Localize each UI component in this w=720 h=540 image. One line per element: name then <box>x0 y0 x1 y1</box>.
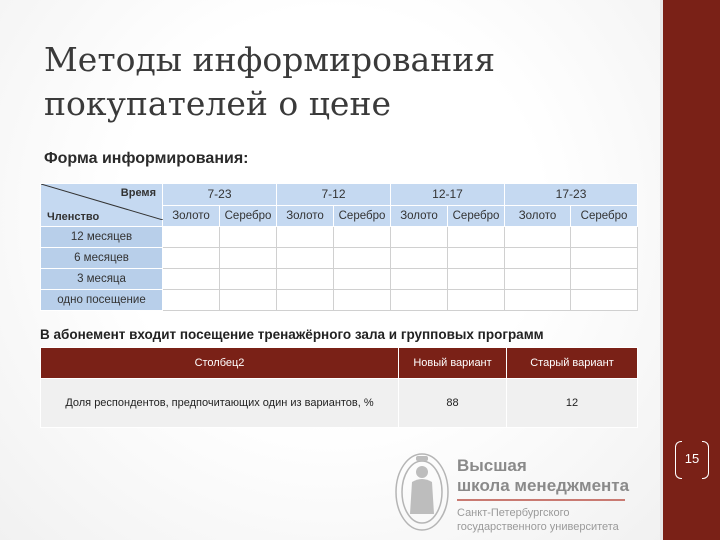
corner-label-membership: Членство <box>47 211 100 224</box>
price-cell <box>277 290 334 311</box>
price-cell <box>448 269 505 290</box>
price-cell <box>571 248 638 269</box>
tier-header: Серебро <box>220 205 277 227</box>
tier-header: Серебро <box>334 205 391 227</box>
tier-header: Золото <box>505 205 571 227</box>
survey-value-old: 12 <box>507 379 638 428</box>
period-header: 7-12 <box>277 184 391 206</box>
tier-header: Золото <box>163 205 220 227</box>
row-label: 6 месяцев <box>41 248 163 269</box>
price-cell <box>505 248 571 269</box>
logo-text-line3: Санкт-Петербургского <box>457 507 570 519</box>
table-row <box>41 248 638 269</box>
price-cell <box>163 227 220 248</box>
price-cell <box>334 290 391 311</box>
price-cell <box>505 290 571 311</box>
subscription-statement: В абонемент входит посещение тренажёрного зала и групповых программ <box>40 327 544 342</box>
tier-header: Серебро <box>448 205 505 227</box>
page-number: 15 <box>675 441 709 477</box>
survey-row-label: Доля респондентов, предпочитающих один из вариантов, % <box>41 379 399 428</box>
corner-label-time: Время <box>120 187 156 199</box>
survey-header: Столбец2 <box>41 348 399 379</box>
price-cell <box>391 227 448 248</box>
price-cell <box>334 269 391 290</box>
survey-header: Старый вариант <box>507 348 638 379</box>
survey-table <box>40 347 638 428</box>
price-cell <box>220 290 277 311</box>
logo-text-line2: школа менеджмента <box>457 476 630 495</box>
period-header: 7-23 <box>163 184 277 206</box>
tier-header: Золото <box>391 205 448 227</box>
price-cell <box>277 269 334 290</box>
price-cell <box>505 269 571 290</box>
table-row <box>41 227 638 248</box>
tier-header: Серебро <box>571 205 638 227</box>
title-line-2: покупателей о цене <box>44 84 391 123</box>
logo-text-line1: Высшая <box>457 456 527 475</box>
tier-header: Золото <box>277 205 334 227</box>
price-cell <box>220 248 277 269</box>
grid-corner-cell <box>41 184 163 227</box>
logo-text-line4: государственного университета <box>457 521 619 533</box>
logo-divider <box>457 499 625 501</box>
table-row <box>41 269 638 290</box>
price-cell <box>220 269 277 290</box>
survey-value-new: 88 <box>399 379 507 428</box>
row-label: 3 месяца <box>41 269 163 290</box>
price-cell <box>571 290 638 311</box>
period-header: 12-17 <box>391 184 505 206</box>
row-label: 12 месяцев <box>41 227 163 248</box>
period-header: 17-23 <box>505 184 638 206</box>
price-cell <box>220 227 277 248</box>
slide-title <box>44 38 644 126</box>
table-row <box>41 290 638 311</box>
price-cell <box>448 227 505 248</box>
price-cell <box>571 227 638 248</box>
survey-header: Новый вариант <box>399 348 507 379</box>
price-cell <box>277 227 334 248</box>
price-cell <box>277 248 334 269</box>
price-cell <box>391 248 448 269</box>
price-cell <box>391 269 448 290</box>
price-grid <box>40 183 638 311</box>
slide-subtitle: Форма информирования: <box>44 150 249 167</box>
title-line-1: Методы информирования <box>44 40 496 79</box>
table-row <box>41 379 638 428</box>
price-cell <box>571 269 638 290</box>
price-cell <box>391 290 448 311</box>
price-cell <box>163 248 220 269</box>
price-cell <box>505 227 571 248</box>
row-label: одно посещение <box>41 290 163 311</box>
price-cell <box>448 248 505 269</box>
price-cell <box>163 269 220 290</box>
price-cell <box>163 290 220 311</box>
price-cell <box>448 290 505 311</box>
price-cell <box>334 248 391 269</box>
price-cell <box>334 227 391 248</box>
